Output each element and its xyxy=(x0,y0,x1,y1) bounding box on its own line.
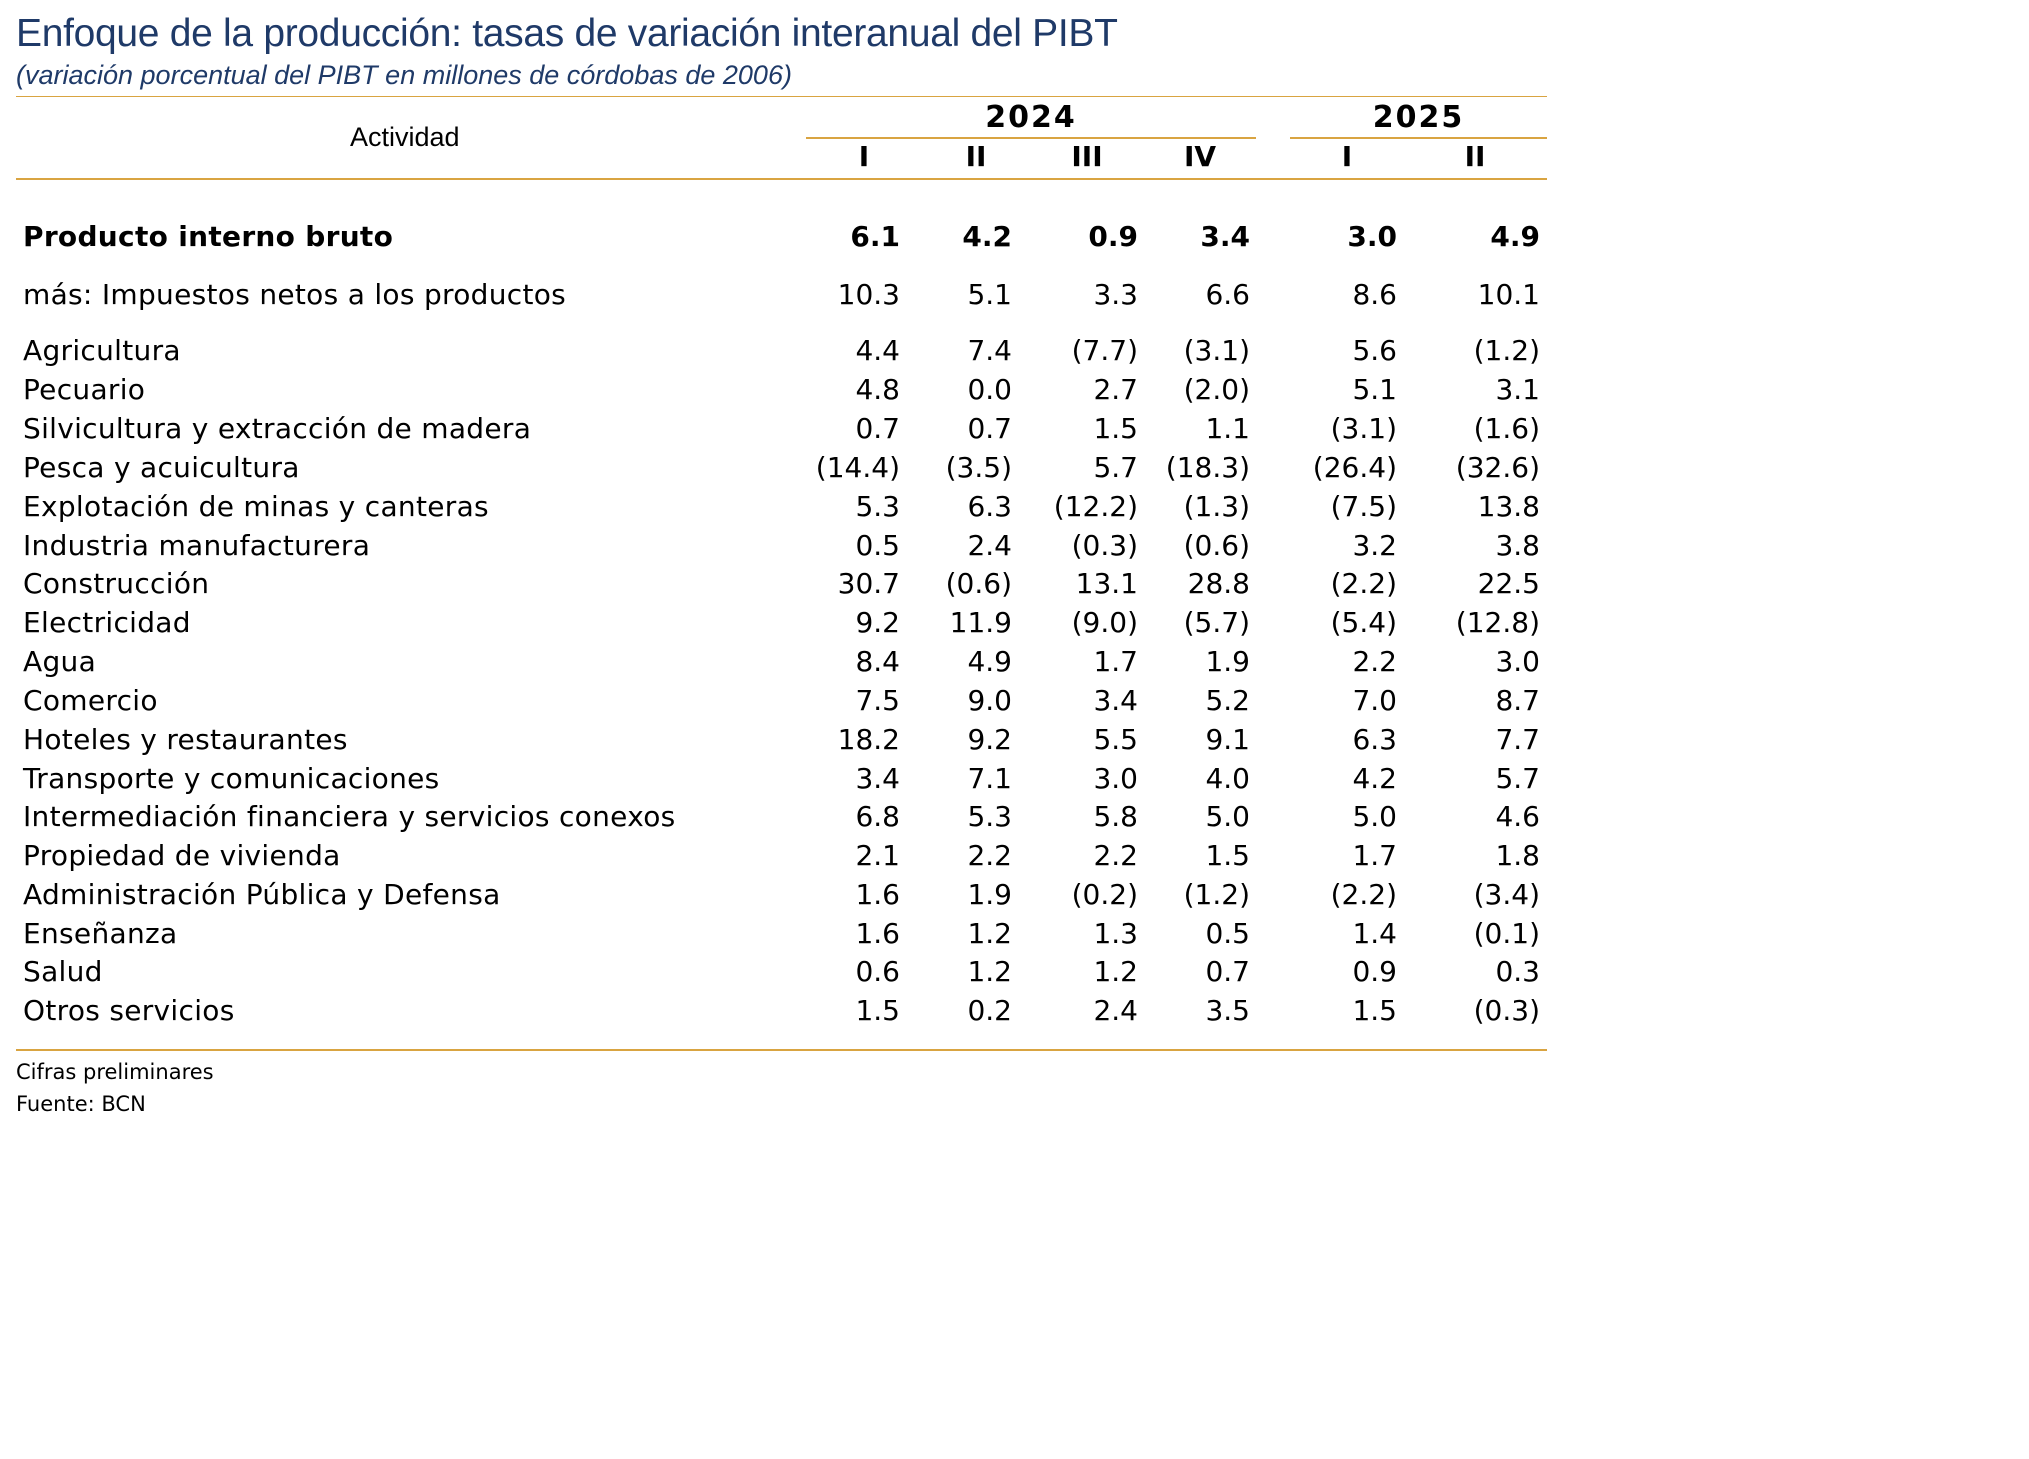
row-label: Enseñanza xyxy=(23,917,178,950)
row-value: 7.7 xyxy=(1495,723,1540,756)
row-value: 3.0 xyxy=(1093,762,1138,795)
row-value: (3.4) xyxy=(1473,878,1540,911)
row-value: 3.4 xyxy=(855,762,900,795)
table-subtitle: (variación porcentual del PIBT en millones de córdobas de 2006) xyxy=(16,60,792,90)
row-value: 3.0 xyxy=(1495,645,1540,678)
row-value: 1.2 xyxy=(967,917,1012,950)
row-value: 7.1 xyxy=(967,762,1012,795)
table-row xyxy=(0,994,1560,1032)
row-value: 0.7 xyxy=(967,412,1012,445)
row-value: 2.4 xyxy=(1093,994,1138,1027)
quarter-header: I xyxy=(858,140,870,173)
year-underline-2025 xyxy=(1290,137,1547,139)
row-label: Electricidad xyxy=(23,606,191,639)
row-label: Intermediación financiera y servicios conexos xyxy=(23,800,676,833)
row-value: 1.6 xyxy=(855,917,900,950)
row-value: (1.2) xyxy=(1183,878,1250,911)
row-value: (2.0) xyxy=(1183,373,1250,406)
row-value: 2.2 xyxy=(1093,839,1138,872)
row-value: 4.0 xyxy=(1205,762,1250,795)
row-value: 1.7 xyxy=(1352,839,1397,872)
row-value: 0.3 xyxy=(1495,955,1540,988)
row-value: 5.5 xyxy=(1093,723,1138,756)
row-value: (3.5) xyxy=(945,451,1012,484)
row-value: 1.5 xyxy=(1352,994,1397,1027)
row-value: 3.1 xyxy=(1495,373,1540,406)
row-value: 18.2 xyxy=(837,723,900,756)
quarter-header: I xyxy=(1341,140,1353,173)
top-rule xyxy=(16,96,1547,97)
row-label: Otros servicios xyxy=(23,994,235,1027)
row-value: 1.8 xyxy=(1495,839,1540,872)
row-value: 0.5 xyxy=(1205,917,1250,950)
row-value: (1.6) xyxy=(1473,412,1540,445)
row-value: 9.1 xyxy=(1205,723,1250,756)
row-value: 1.5 xyxy=(1205,839,1250,872)
row-value: 6.1 xyxy=(850,220,900,253)
row-value: 1.9 xyxy=(967,878,1012,911)
table-row xyxy=(0,917,1560,955)
row-value: (18.3) xyxy=(1165,451,1250,484)
row-value: (2.2) xyxy=(1330,878,1397,911)
row-value: (14.4) xyxy=(815,451,900,484)
row-value: 1.7 xyxy=(1093,645,1138,678)
row-value: (9.0) xyxy=(1071,606,1138,639)
quarter-header: III xyxy=(1071,140,1103,173)
row-value: 2.7 xyxy=(1093,373,1138,406)
row-value: 7.0 xyxy=(1352,684,1397,717)
row-value: 3.3 xyxy=(1093,278,1138,311)
row-label: más: Impuestos netos a los productos xyxy=(23,278,567,311)
footnote-preliminary: Cifras preliminares xyxy=(16,1060,214,1084)
row-value: (0.6) xyxy=(945,567,1012,600)
row-value: 13.8 xyxy=(1477,490,1540,523)
row-label: Transporte y comunicaciones xyxy=(23,762,440,795)
row-value: 0.9 xyxy=(1352,955,1397,988)
row-value: 1.2 xyxy=(1093,955,1138,988)
row-value: 3.4 xyxy=(1200,220,1250,253)
row-value: (0.6) xyxy=(1183,529,1250,562)
table-row xyxy=(0,878,1560,916)
row-label: Propiedad de vivienda xyxy=(23,839,341,872)
table-row xyxy=(0,684,1560,722)
row-value: 13.1 xyxy=(1075,567,1138,600)
table-row xyxy=(0,955,1560,993)
row-label: Agua xyxy=(23,645,97,678)
row-value: 0.6 xyxy=(855,955,900,988)
row-value: (3.1) xyxy=(1330,412,1397,445)
row-value: (32.6) xyxy=(1455,451,1540,484)
row-value: 4.4 xyxy=(855,334,900,367)
row-label: Agricultura xyxy=(23,334,181,367)
row-value: 6.8 xyxy=(855,800,900,833)
table-row xyxy=(0,645,1560,683)
row-value: (7.5) xyxy=(1330,490,1397,523)
row-label: Explotación de minas y canteras xyxy=(23,490,489,523)
row-value: 10.3 xyxy=(837,278,900,311)
row-value: 5.3 xyxy=(967,800,1012,833)
row-label: Construcción xyxy=(23,567,210,600)
row-label: Silvicultura y extracción de madera xyxy=(23,412,532,445)
row-value: 2.4 xyxy=(967,529,1012,562)
row-value: 30.7 xyxy=(837,567,900,600)
table-row xyxy=(0,800,1560,838)
row-value: 9.2 xyxy=(855,606,900,639)
row-value: 3.8 xyxy=(1495,529,1540,562)
row-value: 3.2 xyxy=(1352,529,1397,562)
header-rule xyxy=(16,178,1547,180)
row-value: 5.1 xyxy=(967,278,1012,311)
row-value: 8.4 xyxy=(855,645,900,678)
row-value: 5.0 xyxy=(1205,800,1250,833)
bottom-rule xyxy=(16,1049,1547,1051)
row-value: 6.3 xyxy=(1352,723,1397,756)
row-value: (2.2) xyxy=(1330,567,1397,600)
row-value: 0.7 xyxy=(855,412,900,445)
table-row xyxy=(0,412,1560,450)
row-value: 3.0 xyxy=(1347,220,1397,253)
row-value: 28.8 xyxy=(1187,567,1250,600)
row-value: 5.8 xyxy=(1093,800,1138,833)
row-value: 8.6 xyxy=(1352,278,1397,311)
row-value: (0.3) xyxy=(1473,994,1540,1027)
row-value: 5.0 xyxy=(1352,800,1397,833)
table-row xyxy=(0,606,1560,644)
table-row xyxy=(0,567,1560,605)
table-row xyxy=(0,278,1560,316)
row-value: (5.4) xyxy=(1330,606,1397,639)
row-value: 0.9 xyxy=(1088,220,1138,253)
footnote-source: Fuente: BCN xyxy=(16,1092,146,1116)
row-value: 8.7 xyxy=(1495,684,1540,717)
year-underline-2024 xyxy=(806,137,1256,139)
row-value: 5.7 xyxy=(1495,762,1540,795)
row-value: 7.4 xyxy=(967,334,1012,367)
year-header-2025: 2025 xyxy=(1372,100,1465,135)
table-row xyxy=(0,723,1560,761)
row-value: 9.2 xyxy=(967,723,1012,756)
table-row xyxy=(0,220,1560,258)
table-row xyxy=(0,490,1560,528)
table-row xyxy=(0,839,1560,877)
row-value: (26.4) xyxy=(1312,451,1397,484)
row-value: 0.0 xyxy=(967,373,1012,406)
row-value: 0.7 xyxy=(1205,955,1250,988)
row-value: 7.5 xyxy=(855,684,900,717)
row-value: 11.9 xyxy=(949,606,1012,639)
row-value: (0.1) xyxy=(1473,917,1540,950)
row-value: 3.5 xyxy=(1205,994,1250,1027)
row-value: (0.3) xyxy=(1071,529,1138,562)
row-value: 4.2 xyxy=(1352,762,1397,795)
row-value: 6.6 xyxy=(1205,278,1250,311)
quarter-header: IV xyxy=(1183,140,1217,173)
row-value: (3.1) xyxy=(1183,334,1250,367)
row-value: (12.8) xyxy=(1455,606,1540,639)
row-label: Pesca y acuicultura xyxy=(23,451,300,484)
row-value: 2.1 xyxy=(855,839,900,872)
row-label: Salud xyxy=(23,955,103,988)
activity-column-header: Actividad xyxy=(350,122,460,152)
row-value: 5.6 xyxy=(1352,334,1397,367)
row-value: 5.2 xyxy=(1205,684,1250,717)
row-value: (5.7) xyxy=(1183,606,1250,639)
row-value: 4.8 xyxy=(855,373,900,406)
row-value: 1.5 xyxy=(855,994,900,1027)
row-value: 0.5 xyxy=(855,529,900,562)
row-label: Hoteles y restaurantes xyxy=(23,723,348,756)
row-value: (7.7) xyxy=(1071,334,1138,367)
row-value: (1.3) xyxy=(1183,490,1250,523)
row-value: 5.1 xyxy=(1352,373,1397,406)
row-label: Administración Pública y Defensa xyxy=(23,878,501,911)
row-value: 22.5 xyxy=(1477,567,1540,600)
row-value: 1.2 xyxy=(967,955,1012,988)
row-label: Industria manufacturera xyxy=(23,529,371,562)
row-value: 1.6 xyxy=(855,878,900,911)
row-value: (0.2) xyxy=(1071,878,1138,911)
row-value: 4.9 xyxy=(1490,220,1540,253)
table-title: Enfoque de la producción: tasas de variación interanual del PIBT xyxy=(16,12,1118,55)
row-value: 2.2 xyxy=(967,839,1012,872)
row-value: 10.1 xyxy=(1477,278,1540,311)
row-label: Comercio xyxy=(23,684,158,717)
table-row xyxy=(0,762,1560,800)
row-value: 1.4 xyxy=(1352,917,1397,950)
row-label: Producto interno bruto xyxy=(23,220,394,253)
table-row xyxy=(0,373,1560,411)
row-value: 5.3 xyxy=(855,490,900,523)
row-value: 4.6 xyxy=(1495,800,1540,833)
table-row xyxy=(0,334,1560,372)
year-header-2024: 2024 xyxy=(985,100,1077,135)
row-label: Pecuario xyxy=(23,373,146,406)
row-value: (12.2) xyxy=(1053,490,1138,523)
table-row xyxy=(0,529,1560,567)
row-value: 1.1 xyxy=(1205,412,1250,445)
row-value: 2.2 xyxy=(1352,645,1397,678)
table-row xyxy=(0,451,1560,489)
row-value: 4.9 xyxy=(967,645,1012,678)
quarter-header: II xyxy=(1464,140,1486,173)
row-value: 1.9 xyxy=(1205,645,1250,678)
row-value: 6.3 xyxy=(967,490,1012,523)
row-value: 5.7 xyxy=(1093,451,1138,484)
quarter-header: II xyxy=(965,140,987,173)
row-value: 3.4 xyxy=(1093,684,1138,717)
row-value: (1.2) xyxy=(1473,334,1540,367)
row-value: 4.2 xyxy=(962,220,1012,253)
row-value: 9.0 xyxy=(967,684,1012,717)
row-value: 1.5 xyxy=(1093,412,1138,445)
row-value: 0.2 xyxy=(967,994,1012,1027)
row-value: 1.3 xyxy=(1093,917,1138,950)
